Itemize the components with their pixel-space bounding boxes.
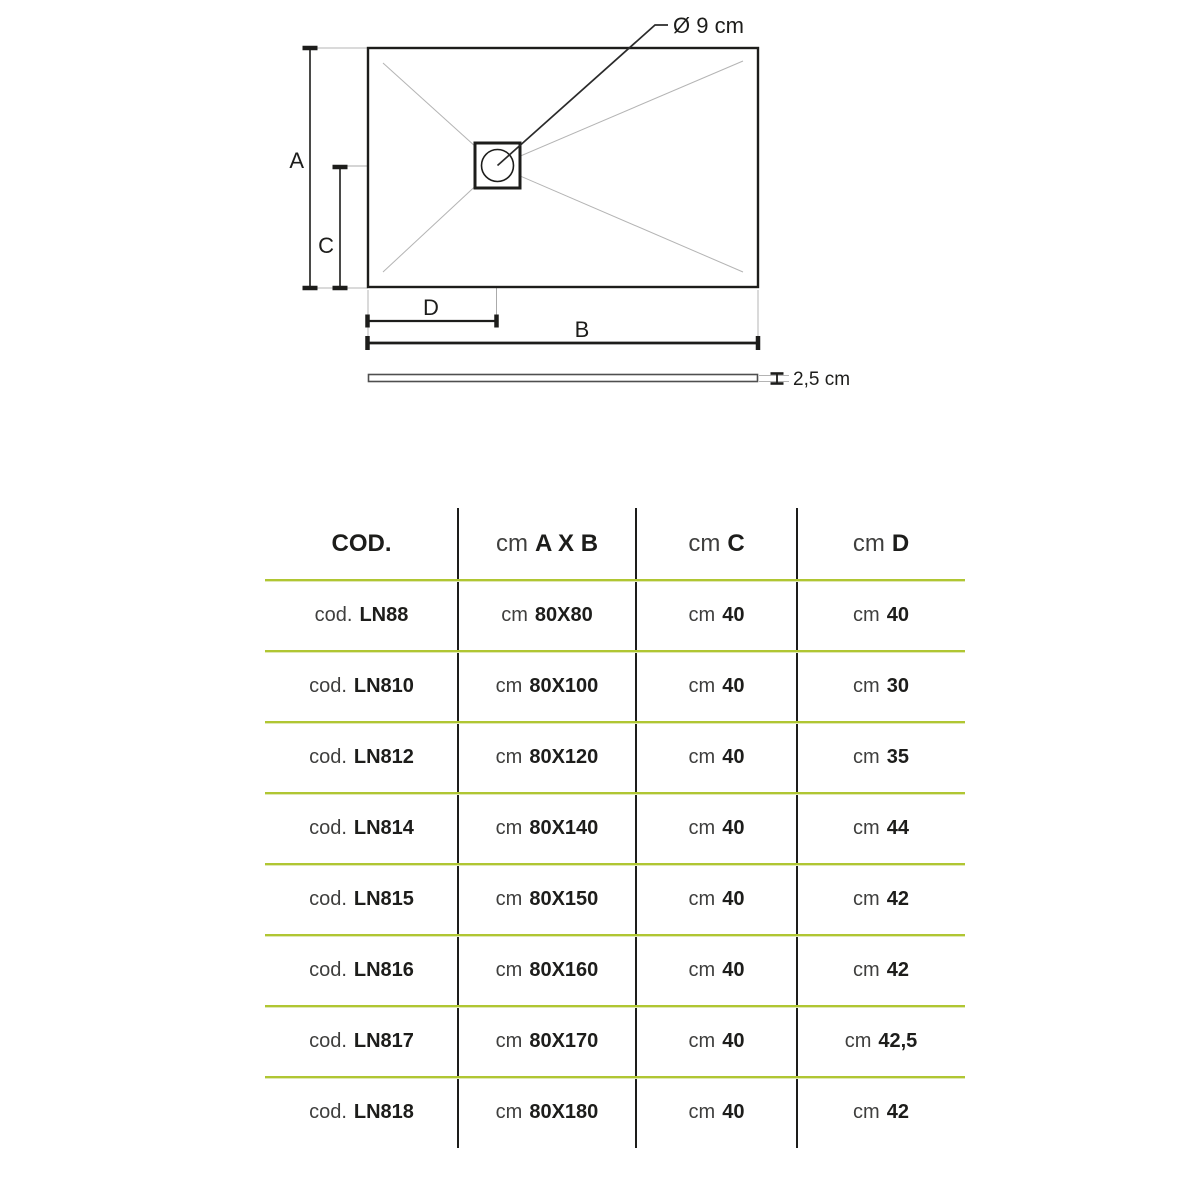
c-value: 40 <box>722 888 745 910</box>
c-prefix: cm <box>688 888 716 910</box>
code-prefix: cod. <box>314 604 353 626</box>
header-d-label: D <box>891 530 910 557</box>
table-row-ln810 <box>265 651 965 722</box>
axb-value: 80X120 <box>529 746 599 768</box>
d-value: 42 <box>886 959 909 981</box>
axb-value: 80X160 <box>529 959 599 981</box>
cell-code <box>265 793 458 864</box>
cell-axb <box>458 793 636 864</box>
header-axb-label: A X B <box>534 530 599 557</box>
table-row-ln816 <box>265 935 965 1006</box>
cell-c <box>636 651 797 722</box>
c-value: 40 <box>722 675 745 697</box>
table-row-ln814 <box>265 793 965 864</box>
d-prefix: cm <box>853 817 880 839</box>
cell-d <box>797 935 965 1006</box>
cell-d <box>797 1077 965 1148</box>
code-value: LN816 <box>353 959 414 981</box>
row-divider <box>265 934 965 936</box>
c-prefix: cm <box>688 959 716 981</box>
code-value: LN810 <box>353 675 414 697</box>
cell-c <box>636 580 797 651</box>
code-prefix: cod. <box>309 959 347 981</box>
d-prefix: cm <box>853 746 880 768</box>
header-d <box>797 508 965 580</box>
axb-prefix: cm <box>501 604 528 626</box>
cell-axb <box>458 864 636 935</box>
cell-code <box>265 1077 458 1148</box>
cell-c <box>636 935 797 1006</box>
table-header-row <box>265 508 965 580</box>
cell-d <box>797 651 965 722</box>
cell-c <box>636 864 797 935</box>
axb-prefix: cm <box>495 1101 523 1123</box>
axb-prefix: cm <box>495 888 523 910</box>
header-c-prefix: cm <box>688 530 721 557</box>
column-divider-2 <box>635 508 637 1148</box>
cell-axb <box>458 722 636 793</box>
cell-d <box>797 1006 965 1077</box>
header-d-prefix: cm <box>852 530 885 557</box>
code-value: LN88 <box>359 604 409 626</box>
c-value: 40 <box>722 1030 745 1052</box>
cell-d <box>797 580 965 651</box>
d-value: 44 <box>886 817 909 839</box>
tray-side-profile <box>369 375 758 382</box>
code-prefix: cod. <box>309 746 347 768</box>
cell-code <box>265 864 458 935</box>
axb-prefix: cm <box>495 746 523 768</box>
c-value: 40 <box>722 604 745 626</box>
axb-value: 80X150 <box>529 888 599 910</box>
d-prefix: cm <box>853 604 880 626</box>
code-value: LN814 <box>353 817 414 839</box>
d-prefix: cm <box>853 675 880 697</box>
d-prefix: cm <box>844 1030 872 1052</box>
code-value: LN817 <box>353 1030 414 1052</box>
d-prefix: cm <box>853 888 880 910</box>
c-prefix: cm <box>688 604 716 626</box>
dim-d-label: D <box>423 295 439 320</box>
column-divider-3 <box>796 508 798 1148</box>
table-row-ln818 <box>265 1077 965 1148</box>
d-value: 42,5 <box>878 1030 918 1052</box>
c-value: 40 <box>722 959 745 981</box>
code-prefix: cod. <box>309 817 347 839</box>
cell-axb <box>458 935 636 1006</box>
c-prefix: cm <box>688 1101 716 1123</box>
code-value: LN812 <box>353 746 414 768</box>
cell-axb <box>458 1006 636 1077</box>
cell-c <box>636 1006 797 1077</box>
d-value: 42 <box>886 1101 909 1123</box>
row-divider <box>265 863 965 865</box>
table-row-ln812 <box>265 722 965 793</box>
code-prefix: cod. <box>309 1101 347 1123</box>
c-prefix: cm <box>688 746 716 768</box>
cell-code <box>265 722 458 793</box>
c-prefix: cm <box>688 675 716 697</box>
axb-prefix: cm <box>495 817 523 839</box>
c-value: 40 <box>722 746 745 768</box>
axb-value: 80X180 <box>529 1101 599 1123</box>
cell-code <box>265 651 458 722</box>
tray-diagram <box>0 0 1200 440</box>
c-value: 40 <box>722 1101 745 1123</box>
d-value: 42 <box>886 888 909 910</box>
dim-c-label: C <box>318 233 334 258</box>
table-row-ln817 <box>265 1006 965 1077</box>
dim-b-label: B <box>574 317 590 342</box>
c-prefix: cm <box>688 1030 716 1052</box>
d-value: 40 <box>886 604 909 626</box>
cell-axb <box>458 651 636 722</box>
drain-diameter-label: Ø 9 cm <box>673 13 744 38</box>
code-value: LN818 <box>353 1101 414 1123</box>
cell-code <box>265 1006 458 1077</box>
cell-d <box>797 864 965 935</box>
code-prefix: cod. <box>309 888 347 910</box>
header-c-label: C <box>727 530 745 557</box>
row-divider <box>265 650 965 652</box>
cell-c <box>636 722 797 793</box>
row-divider <box>265 1076 965 1078</box>
tray-outline <box>368 48 758 287</box>
d-prefix: cm <box>853 959 880 981</box>
d-value: 35 <box>886 746 909 768</box>
cell-d <box>797 793 965 864</box>
code-value: LN815 <box>353 888 414 910</box>
row-divider <box>265 721 965 723</box>
column-divider-1 <box>457 508 459 1148</box>
c-value: 40 <box>722 817 745 839</box>
axb-prefix: cm <box>495 1030 523 1052</box>
row-divider <box>265 1005 965 1007</box>
axb-value: 80X100 <box>529 675 599 697</box>
cell-axb <box>458 580 636 651</box>
thickness-label: 2,5 cm <box>793 369 851 390</box>
code-prefix: cod. <box>309 675 347 697</box>
cell-d <box>797 722 965 793</box>
header-axb <box>458 508 636 580</box>
axb-value: 80X140 <box>529 817 599 839</box>
header-c <box>636 508 797 580</box>
table-row-ln88 <box>265 580 965 651</box>
cell-code <box>265 580 458 651</box>
header-axb-prefix: cm <box>495 530 528 557</box>
cell-axb <box>458 1077 636 1148</box>
c-prefix: cm <box>688 817 716 839</box>
table-row-ln815 <box>265 864 965 935</box>
header-cod <box>265 508 458 580</box>
cell-code <box>265 935 458 1006</box>
cell-c <box>636 793 797 864</box>
code-prefix: cod. <box>309 1030 347 1052</box>
spec-table <box>265 508 965 1148</box>
d-prefix: cm <box>853 1101 880 1123</box>
header-cod-label: COD. <box>331 530 392 557</box>
axb-value: 80X170 <box>529 1030 599 1052</box>
dim-a-label: A <box>289 148 304 173</box>
axb-value: 80X80 <box>534 604 593 626</box>
axb-prefix: cm <box>495 675 523 697</box>
row-divider <box>265 792 965 794</box>
row-divider <box>265 579 965 581</box>
d-value: 30 <box>886 675 909 697</box>
cell-c <box>636 1077 797 1148</box>
axb-prefix: cm <box>495 959 523 981</box>
